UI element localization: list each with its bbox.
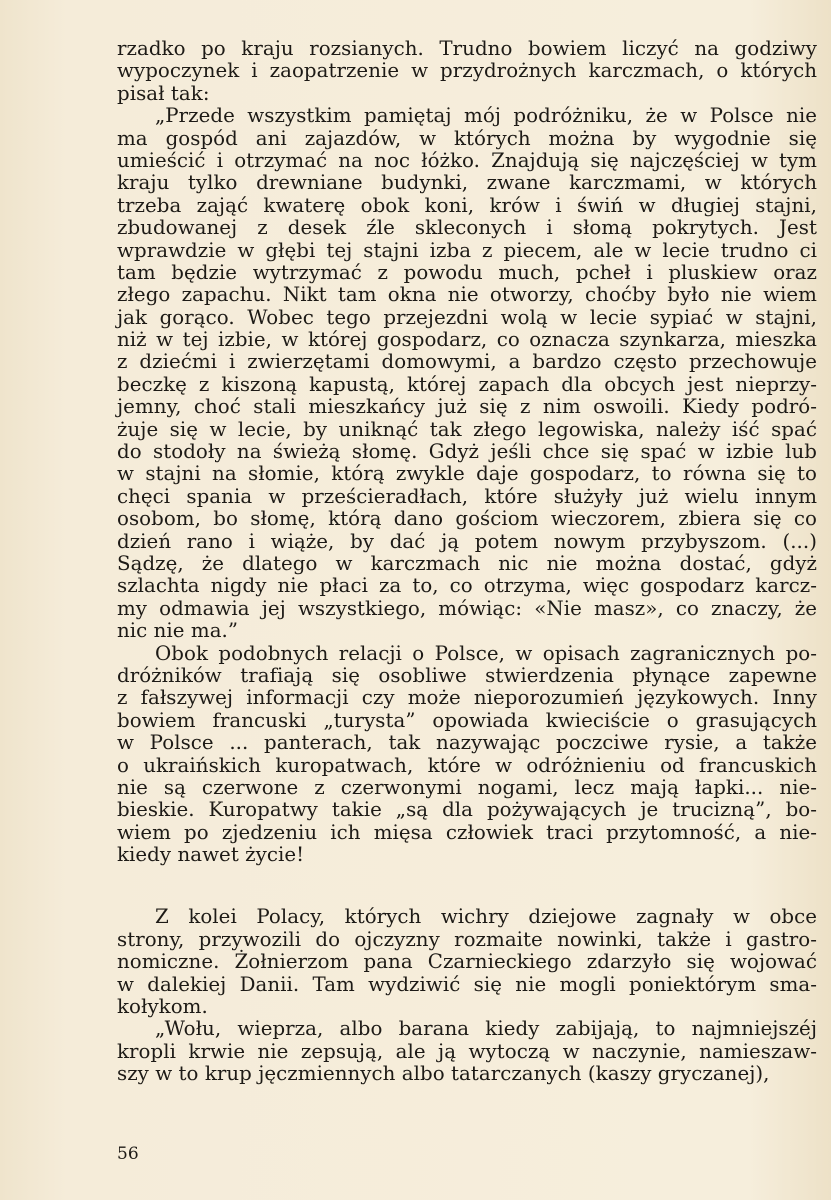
text-line: kropli krwie nie zepsują, ale ją wytoczą w naczynie, namieszaw- [117,1039,817,1063]
text-line: osobom, bo słomę, którą dano gościom wieczorem, zbiera się co [117,507,817,531]
text-line: w stajni na słomie, którą zwykle daje gospodarz, to równa się to [117,462,817,486]
paragraph-gap [117,866,817,906]
text-line: wiem po zjedzeniu ich mięsa człowiek traci przytomność, a nie- [117,820,817,844]
page-number: 56 [117,1144,139,1164]
text-line: pisał tak: [117,81,210,105]
text-line: umieścić i otrzymać na noc łóżko. Znajdują się najczęściej w tym [117,148,817,172]
text-line: żuje się w lecie, by uniknąć tak złego legowiska, należy iść spać [117,417,817,441]
text-line: szlachta nigdy nie płaci za to, co otrzyma, więc gospodarz karcz- [117,574,817,598]
text-line: trzeba zająć kwaterę obok koni, krów i świń w długiej stajni, [117,193,817,217]
text-line: dzień rano i wiąże, by dać ją potem nowym przybyszom. (...) [117,529,817,553]
text-line: niż w tej izbie, w której gospodarz, co oznacza szynkarza, mieszka [117,328,817,352]
text-line: rzadko po kraju rozsianych. Trudno bowiem liczyć na godziwy [117,37,817,60]
text-line: do stodoły na świeżą słomę. Gdyż jeśli chce się spać w izbie lub [117,440,817,464]
text-line: Sądzę, że dlatego w karczmach nic nie można dostać, gdyż [117,551,817,575]
paragraph-p3 [117,643,817,867]
text-line: złego zapachu. Nikt tam okna nie otworzy, choćby było nie wiem [117,283,817,307]
text-line: beczkę z kiszoną kapustą, której zapach dla obcych jest nieprzy- [117,372,817,396]
text-line: my odmawia jej wszystkiego, mówiąc: «Nie masz», co znaczy, że [117,596,817,620]
text-line: z fałszywej informacji czy może nieporozumień językowych. Inny [117,686,817,710]
text-line: strony, przywozili do ojczyzny rozmaite nowinki, także i gastro- [117,927,817,951]
text-line: bieskie. Kuropatwy takie „są dla pożywających je trucizną”, bo- [117,798,817,822]
text-line: Z kolei Polacy, których wichry dziejowe zagnały w obce [155,905,817,929]
text-line: dróżników trafiają się osobliwe stwierdzenia płynące zapewne [117,663,817,687]
text-line: kołykom. [117,995,208,1019]
text-line: wprawdzie w głębi tej stajni izba z piecem, ale w lecie trudno ci [117,238,817,262]
text-line: jemny, choć stali mieszkańcy już się z nim oswoili. Kiedy podró- [117,395,817,419]
text-line: nic nie ma.” [117,619,239,643]
text-line: bowiem francuski „turysta” opowiada kwieciście o grasujących [117,708,817,732]
paragraph-p2 [117,105,817,642]
text-line: szy w to krup jęczmiennych albo tatarczanych (kaszy gryczanej), [117,1062,770,1086]
paragraph-p5 [117,1018,817,1085]
text-line: kiedy nawet życie! [117,843,305,867]
paragraph-p4 [117,906,817,1018]
text-line: ma gospód ani zajazdów, w których można by wygodnie się [117,126,817,150]
text-line: tam będzie wytrzymać z powodu much, pcheł i pluskiew oraz [117,260,817,284]
text-line: Obok podobnych relacji o Polsce, w opisach zagranicznych po- [155,641,817,665]
text-line: jak gorąco. Wobec tego przejezdni wolą w lecie sypiać w stajni, [117,305,817,329]
paragraph-p1 [117,38,817,105]
text-line: w Polsce ... panterach, tak nazywając poczciwe rysie, a także [117,731,817,755]
text-line: w dalekiej Danii. Tam wydziwić się nie mogli poniektórym sma- [117,972,817,996]
text-line: o ukraińskich kuropatwach, które w odróżnieniu od francuskich [117,753,817,777]
text-line: wypoczynek i zaopatrzenie w przydrożnych karczmach, o których [117,59,817,83]
text-line: zbudowanej z desek źle skleconych i słomą pokrytych. Jest [117,216,817,240]
text-line: nie są czerwone z czerwonymi nogami, lecz mają łapki... nie- [117,775,817,799]
text-line: „Wołu, wieprza, albo barana kiedy zabijają, to najmniejszéj [155,1017,817,1041]
text-line: kraju tylko drewniane budynki, zwane karczmami, w których [117,171,817,195]
text-line: nomiczne. Żołnierzom pana Czarnieckiego zdarzyło się wojować [117,950,817,974]
text-line: „Przede wszystkim pamiętaj mój podróżniku, że w Polsce nie [155,104,817,128]
body-text [117,38,817,1086]
text-line: z dziećmi i zwierzętami domowymi, a bardzo często przechowuje [117,350,817,374]
text-line: chęci spania w prześcieradłach, które służyły już wielu innym [117,484,817,508]
